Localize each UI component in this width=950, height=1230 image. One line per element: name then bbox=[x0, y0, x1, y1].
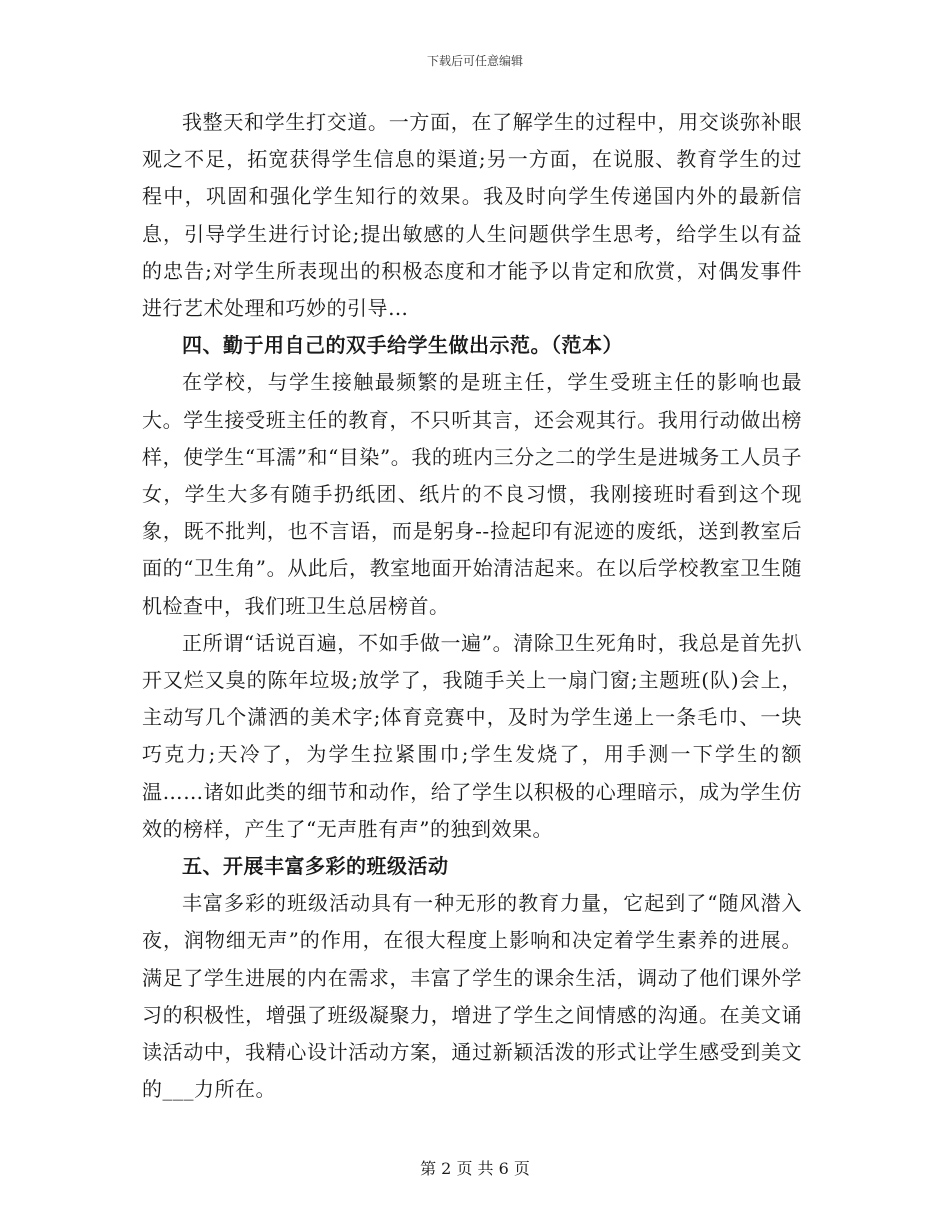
page-number: 第 2 页 共 6 页 bbox=[420, 1159, 530, 1178]
document-body bbox=[142, 104, 802, 1108]
paragraph-communication: 我整天和学生打交道。一方面，在了解学生的过程中，用交谈弥补眼观之不足，拓宽获得学生信息的渠道;另一方面，在说服、教育学生的过程中，巩固和强化学生知行的效果。我及时向学生传递国内外的最新信息，引导学生进行讨论;提出敏感的人生问题供学生思考，给学生以有益的忠告;对学生所表现出的积极态度和才能予以肯定和欣赏，对偶发事件进行艺术处理和巧妙的引导… bbox=[142, 110, 802, 321]
paragraph-role-model: 在学校，与学生接触最频繁的是班主任，学生受班主任的影响也最大。学生接受班主任的教育，不只听其言，还会观其行。我用行动做出榜样，使学生“耳濡”和“目染”。我的班内三分之二的学生是进城务工人员子女，学生大多有随手扔纸团、纸片的不良习惯，我刚接班时看到这个现象，既不批判，也不言语，而是躬身--捡起印有泥迹的废纸，送到教室后面的“卫生角”。从此后，教室地面开始清洁起来。在以后学校教室卫生随机检查中，我们班卫生总居榜首。 bbox=[142, 370, 802, 618]
paragraph-actions: 正所谓“话说百遍，不如手做一遍”。清除卫生死角时，我总是首先扒开又烂又臭的陈年垃圾;放学了，我随手关上一扇门窗;主题班(队)会上，主动写几个潇洒的美术字;体育竞赛中，及时为学生递上一条毛巾、一块巧克力;天冷了，为学生拉紧围巾;学生发烧了，用手测一下学生的额温……诸如此类的细节和动作，给了学生以积极的心理暗示，成为学生仿效的榜样，产生了“无声胜有声”的独到效果。 bbox=[142, 630, 802, 841]
section-heading-5: 五、开展丰富多彩的班级活动 bbox=[182, 854, 449, 879]
paragraph-activities: 丰富多彩的班级活动具有一种无形的教育力量，它起到了“随风潜入夜，润物细无声”的作用，在很大程度上影响和决定着学生素养的进展。满足了学生进展的内在需求，丰富了学生的课余生活，调动了他们课外学习的积极性，增强了班级凝聚力，增进了学生之间情感的沟通。在美文诵读活动中，我精心设计活动方案，通过新颖活泼的形式让学生感受到美文的___力所在。 bbox=[142, 891, 802, 1102]
section-heading-4: 四、勤于用自己的双手给学生做出示范。（范本） bbox=[182, 333, 623, 358]
page-header: 下载后可任意编辑 bbox=[426, 54, 523, 68]
